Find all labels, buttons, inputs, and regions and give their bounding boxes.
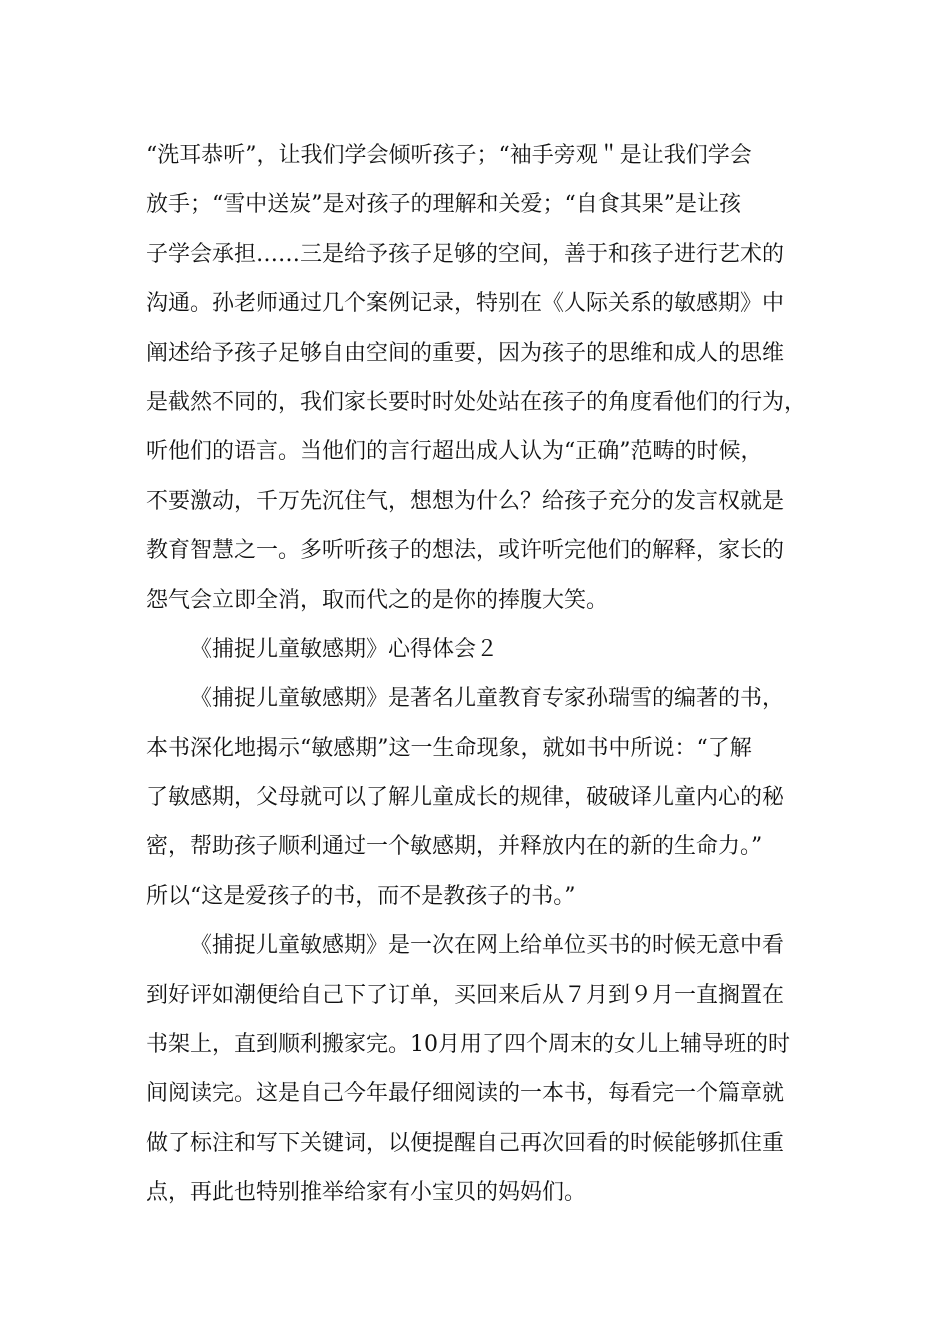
document-body (146, 131, 816, 1218)
text-line: 《捕捉儿童敏感期》是著名儿童教育专家孙瑞雪的编著的书， (190, 686, 785, 712)
text-line: 了敏感期，父母就可以了解儿童成长的规律，破破译儿童内心的秘 (146, 785, 785, 811)
text-line: 到好评如潮便给自己下了订单，买回来后从７月到９月一直搁置在 (146, 982, 785, 1008)
text-line: 子学会承担……三是给予孩子足够的空间，善于和孩子进行艺术的 (146, 241, 785, 267)
text-line: 点，再此也特别推举给家有小宝贝的妈妈们。 (146, 1180, 587, 1206)
text-line: 密，帮助孩子顺利通过一个敏感期，并释放内在的新的生命力。” (146, 834, 763, 860)
text-line: 放手；“雪中送炭”是对孩子的理解和关爱；“自食其果”是让孩 (146, 192, 741, 218)
text-line: 是截然不同的，我们家长要时时处处站在孩子的角度看他们的行为， (146, 389, 807, 415)
text-line: 不要激动，千万先沉住气，想想为什么？给孩子充分的发言权就是 (146, 488, 785, 514)
text-line: 怨气会立即全消，取而代之的是你的捧腹大笑。 (146, 587, 609, 613)
text-line: 教育智慧之一。多听听孩子的想法，或许听完他们的解释，家长的 (146, 538, 785, 564)
text-line: 沟通。孙老师通过几个案例记录，特别在《人际关系的敏感期》中 (146, 291, 785, 317)
text-line: 本书深化地揭示“敏感期”这一生命现象，就如书中所说：“了解 (146, 735, 752, 761)
text-line: 书架上，直到顺利搬家完。10月用了四个周末的女儿上辅导班的时 (146, 1032, 790, 1058)
section-heading: 《捕捉儿童敏感期》心得体会２ (190, 636, 499, 662)
text-line: 阐述给予孩子足够自由空间的重要，因为孩子的思维和成人的思维 (146, 340, 785, 366)
text-line: 所以“这是爱孩子的书，而不是教孩子的书。” (146, 883, 576, 909)
text-line: “洗耳恭听”，让我们学会倾听孩子；“袖手旁观＂是让我们学会 (146, 143, 752, 168)
text-line: 间阅读完。这是自己今年最仔细阅读的一本书，每看完一个篇章就 (146, 1081, 785, 1107)
text-line: 听他们的语言。当他们的言行超出成人认为“正确”范畴的时候， (146, 439, 763, 465)
text-line: 《捕捉儿童敏感期》是一次在网上给单位买书的时候无意中看 (190, 933, 785, 959)
text-line: 做了标注和写下关键词，以便提醒自己再次回看的时候能够抓住重 (146, 1130, 785, 1156)
